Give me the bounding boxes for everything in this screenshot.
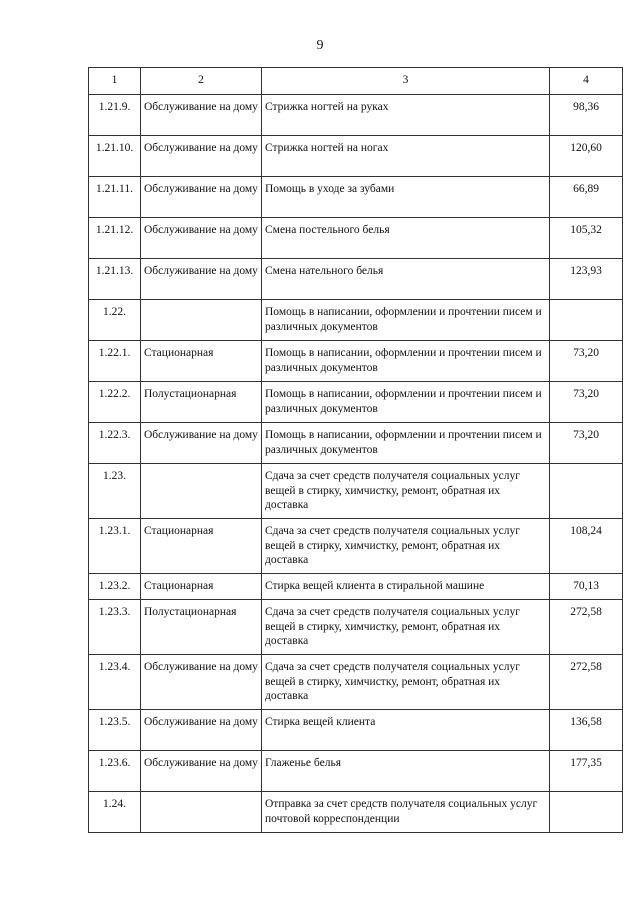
- service-name: Стрижка ногтей на руках: [262, 95, 550, 136]
- row-number: 1.22.3.: [89, 423, 141, 464]
- table-row: [89, 259, 623, 300]
- table-row: [89, 710, 623, 751]
- service-name: Смена постельного белья: [262, 218, 550, 259]
- service-name: Помощь в написании, оформлении и прочтении писем и различных документов: [262, 423, 550, 464]
- table-header-row: [89, 68, 623, 95]
- row-number: 1.22.2.: [89, 382, 141, 423]
- table-row: [89, 218, 623, 259]
- service-name: Стирка вещей клиента в стиральной машине: [262, 574, 550, 600]
- service-name: Помощь в написании, оформлении и прочтении писем и различных документов: [262, 382, 550, 423]
- table-row: [89, 423, 623, 464]
- service-name: Глаженье белья: [262, 751, 550, 792]
- service-price: 272,58: [550, 655, 623, 710]
- service-form: Полустационарная: [141, 382, 262, 423]
- row-number: 1.21.11.: [89, 177, 141, 218]
- row-number: 1.23.5.: [89, 710, 141, 751]
- service-form: Обслуживание на дому: [141, 177, 262, 218]
- row-number: 1.23.2.: [89, 574, 141, 600]
- service-price: 73,20: [550, 341, 623, 382]
- table-row: [89, 751, 623, 792]
- service-price: 105,32: [550, 218, 623, 259]
- column-header-4: 4: [550, 68, 623, 95]
- service-price: [550, 792, 623, 833]
- column-header-3: 3: [262, 68, 550, 95]
- service-price: 272,58: [550, 600, 623, 655]
- row-number: 1.23.3.: [89, 600, 141, 655]
- row-number: 1.21.10.: [89, 136, 141, 177]
- table-row: [89, 177, 623, 218]
- service-name: Смена нательного белья: [262, 259, 550, 300]
- service-form: Обслуживание на дому: [141, 259, 262, 300]
- service-price: 108,24: [550, 519, 623, 574]
- service-form: Обслуживание на дому: [141, 95, 262, 136]
- page-number: 9: [316, 38, 324, 53]
- service-name: Сдача за счет средств получателя социальных услуг вещей в стирку, химчистку, ремонт, обратная их доставка: [262, 655, 550, 710]
- table-row: [89, 382, 623, 423]
- table-row: [89, 136, 623, 177]
- row-number: 1.23.6.: [89, 751, 141, 792]
- row-number: 1.23.: [89, 464, 141, 519]
- service-name: Помощь в написании, оформлении и прочтении писем и различных документов: [262, 300, 550, 341]
- table-row: [89, 792, 623, 833]
- table-row: [89, 300, 623, 341]
- row-number: 1.21.12.: [89, 218, 141, 259]
- row-number: 1.21.13.: [89, 259, 141, 300]
- table-row: [89, 574, 623, 600]
- table-row: [89, 341, 623, 382]
- service-form: [141, 792, 262, 833]
- column-header-1: 1: [89, 68, 141, 95]
- table-row: [89, 519, 623, 574]
- service-form: Обслуживание на дому: [141, 136, 262, 177]
- service-name: Помощь в написании, оформлении и прочтении писем и различных документов: [262, 341, 550, 382]
- service-price: [550, 300, 623, 341]
- service-name: Отправка за счет средств получателя социальных услуг почтовой корреспонденции: [262, 792, 550, 833]
- service-form: Обслуживание на дому: [141, 751, 262, 792]
- service-price: 123,93: [550, 259, 623, 300]
- service-name: Сдача за счет средств получателя социальных услуг вещей в стирку, химчистку, ремонт, обратная их доставка: [262, 600, 550, 655]
- service-price: 66,89: [550, 177, 623, 218]
- service-form: Стационарная: [141, 574, 262, 600]
- table-row: [89, 655, 623, 710]
- table-row: [89, 464, 623, 519]
- service-price: 98,36: [550, 95, 623, 136]
- row-number: 1.22.: [89, 300, 141, 341]
- row-number: 1.22.1.: [89, 341, 141, 382]
- table-row: [89, 600, 623, 655]
- service-price: 73,20: [550, 423, 623, 464]
- service-name: Помощь в уходе за зубами: [262, 177, 550, 218]
- service-price: 73,20: [550, 382, 623, 423]
- service-price: 120,60: [550, 136, 623, 177]
- service-price: 177,35: [550, 751, 623, 792]
- service-price: [550, 464, 623, 519]
- service-form: Стационарная: [141, 519, 262, 574]
- service-form: [141, 300, 262, 341]
- row-number: 1.21.9.: [89, 95, 141, 136]
- service-price: 70,13: [550, 574, 623, 600]
- service-form: Обслуживание на дому: [141, 655, 262, 710]
- service-form: Стационарная: [141, 341, 262, 382]
- service-form: Обслуживание на дому: [141, 423, 262, 464]
- service-form: Обслуживание на дому: [141, 710, 262, 751]
- service-form: Обслуживание на дому: [141, 218, 262, 259]
- service-form: Полустационарная: [141, 600, 262, 655]
- row-number: 1.24.: [89, 792, 141, 833]
- row-number: 1.23.1.: [89, 519, 141, 574]
- service-name: Стрижка ногтей на ногах: [262, 136, 550, 177]
- service-name: Сдача за счет средств получателя социальных услуг вещей в стирку, химчистку, ремонт, обратная их доставка: [262, 464, 550, 519]
- service-form: [141, 464, 262, 519]
- row-number: 1.23.4.: [89, 655, 141, 710]
- service-name: Стирка вещей клиента: [262, 710, 550, 751]
- tariff-table: [88, 67, 623, 833]
- service-name: Сдача за счет средств получателя социальных услуг вещей в стирку, химчистку, ремонт, обратная их доставка: [262, 519, 550, 574]
- column-header-2: 2: [141, 68, 262, 95]
- service-price: 136,58: [550, 710, 623, 751]
- table-row: [89, 95, 623, 136]
